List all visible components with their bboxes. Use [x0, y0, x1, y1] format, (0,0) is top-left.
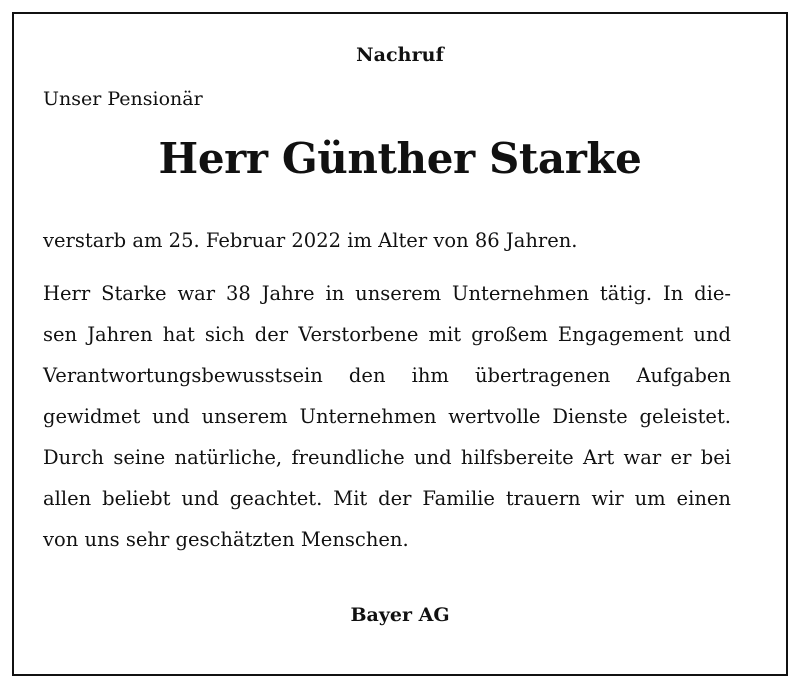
body-line: Durch seine natürliche, freundliche und hilfsbereite Art war er bei — [43, 446, 731, 469]
body-line: gewidmet und unserem Unternehmen wertvolle Dienste geleistet. — [43, 405, 731, 428]
body-line: Herr Starke war 38 Jahre in unserem Unternehmen tätig. In die- — [43, 282, 731, 305]
intro-line: Unser Pensionär — [43, 88, 203, 110]
body-line: Verantwortungsbewusstsein den ihm übertragenen Aufgaben — [43, 364, 731, 387]
body-line: sen Jahren hat sich der Verstorbene mit großem Engagement und — [43, 323, 731, 346]
death-date-line: verstarb am 25. Februar 2022 im Alter von 86 Jahren. — [43, 229, 578, 252]
body-line: allen beliebt und geachtet. Mit der Familie trauern wir um einen — [43, 487, 731, 510]
notice-kicker: Nachruf — [356, 44, 444, 66]
signature-company: Bayer AG — [350, 604, 450, 626]
deceased-name: Herr Günther Starke — [158, 134, 642, 183]
body-line: von uns sehr geschätzten Menschen. — [43, 528, 409, 551]
obituary-body — [43, 273, 731, 560]
